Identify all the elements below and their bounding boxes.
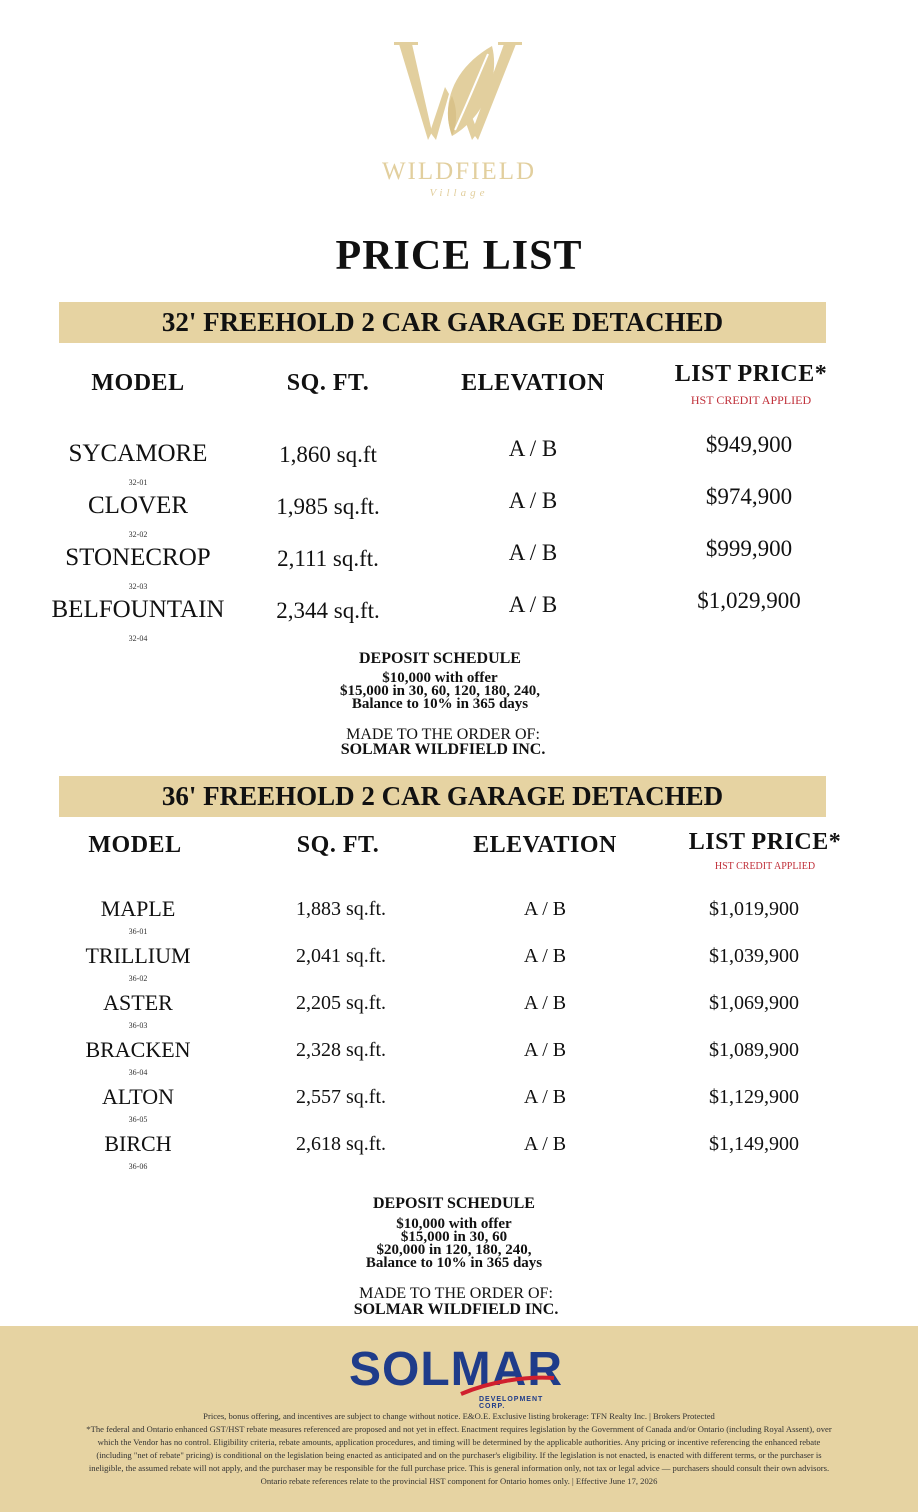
model-code: 36-03 xyxy=(128,1021,148,1030)
model-price: $1,029,900 xyxy=(697,588,801,613)
section1-deposit-lines xyxy=(0,672,880,711)
deposit-line: $10,000 with offer xyxy=(382,670,498,686)
section1-title: 32' FREEHOLD 2 CAR GARAGE DETACHED xyxy=(59,302,826,343)
section1-order-name: SOLMAR WILDFIELD INC. xyxy=(340,741,546,758)
section2-deposit-title: DEPOSIT SCHEDULE xyxy=(373,1195,535,1212)
solmar-logo xyxy=(349,1342,569,1410)
model-code: 32-03 xyxy=(128,582,148,591)
section2-hst-note: HST CREDIT APPLIED xyxy=(714,861,816,872)
section2-deposit-lines xyxy=(0,1218,908,1270)
section2-order-label: MADE TO THE ORDER OF: xyxy=(359,1285,553,1302)
model-name: SYCAMORE xyxy=(68,440,208,467)
wildfield-w-mark-icon xyxy=(0,32,918,157)
section2-header-price: LIST PRICE* xyxy=(688,829,842,855)
model-code: 36-06 xyxy=(128,1162,148,1171)
model-name: ASTER xyxy=(103,990,173,1015)
model-sqft: 2,618 sq.ft. xyxy=(296,1133,386,1155)
model-name: ALTON xyxy=(101,1084,175,1109)
model-code: 36-02 xyxy=(128,974,148,983)
section1-header-model: MODEL xyxy=(91,370,185,396)
model-price: $1,039,900 xyxy=(709,945,799,967)
brand-name: WILDFIELD xyxy=(381,158,537,185)
model-price: $1,089,900 xyxy=(709,1039,799,1061)
model-code: 36-04 xyxy=(128,1068,148,1077)
model-elevation: A / B xyxy=(523,1039,567,1061)
page-title: PRICE LIST xyxy=(335,233,583,279)
model-elevation: A / B xyxy=(523,898,567,920)
legal-line: Prices, bonus offering, and incentives are subject to change without notice. E&O.E. Exclusive listing brokerage: TFN Realty Inc. | Brokers Protected xyxy=(203,1411,715,1421)
model-code: 36-01 xyxy=(128,927,148,936)
model-name: STONECROP xyxy=(65,544,211,571)
solmar-swoosh-icon xyxy=(349,1342,569,1402)
section1-header-elevation: ELEVATION xyxy=(461,370,605,396)
model-name: MAPLE xyxy=(100,896,176,921)
model-elevation: A / B xyxy=(508,592,558,617)
model-elevation: A / B xyxy=(523,1133,567,1155)
model-price: $999,900 xyxy=(705,536,793,561)
section2-header-elevation: ELEVATION xyxy=(473,832,617,858)
legal-line: *The federal and Ontario enhanced GST/HST rebate measures referenced are proposed and not yet in effect. Enactment requires legislation by the Government of Canada and/or Ontario (including Royal Assent), over xyxy=(86,1424,832,1434)
footer xyxy=(0,1326,918,1512)
model-code: 36-05 xyxy=(128,1115,148,1124)
section2-header-model: MODEL xyxy=(88,832,182,858)
deposit-line: Balance to 10% in 365 days xyxy=(351,696,529,712)
section1-order-label: MADE TO THE ORDER OF: xyxy=(346,726,540,743)
solmar-logo-text: SOLMAR xyxy=(349,1343,563,1396)
model-sqft: 2,041 sq.ft. xyxy=(296,945,386,967)
section1-hst-note: HST CREDIT APPLIED xyxy=(690,393,812,407)
model-price: $949,900 xyxy=(705,432,793,457)
model-sqft: 1,860 sq.ft xyxy=(279,442,377,467)
model-sqft: 1,985 sq.ft. xyxy=(276,494,380,519)
model-name: TRILLIUM xyxy=(85,943,191,968)
legal-line: Ontario rebate references relate to the provincial HST component for Ontario homes only. | Effective June 17, 2026 xyxy=(260,1476,658,1486)
model-elevation: A / B xyxy=(523,1086,567,1108)
deposit-line: Balance to 10% in 365 days xyxy=(365,1255,543,1271)
model-price: $1,129,900 xyxy=(709,1086,799,1108)
section1-header-price: LIST PRICE* xyxy=(674,361,828,387)
wildfield-logo xyxy=(0,32,918,162)
model-price: $1,019,900 xyxy=(709,898,799,920)
model-sqft: 2,557 sq.ft. xyxy=(296,1086,386,1108)
model-sqft: 2,111 sq.ft. xyxy=(277,546,379,571)
deposit-line: $10,000 with offer xyxy=(396,1216,512,1232)
model-code: 32-02 xyxy=(128,530,148,539)
model-elevation: A / B xyxy=(508,540,558,565)
model-elevation: A / B xyxy=(523,945,567,967)
model-sqft: 2,328 sq.ft. xyxy=(296,1039,386,1061)
deposit-line: $20,000 in 120, 180, 240, xyxy=(376,1242,532,1258)
section2-header-sqft: SQ. FT. xyxy=(296,832,380,858)
model-name: BIRCH xyxy=(104,1131,172,1156)
section1-deposit-title: DEPOSIT SCHEDULE xyxy=(359,650,521,667)
model-price: $1,149,900 xyxy=(709,1133,799,1155)
model-name: BRACKEN xyxy=(85,1037,191,1062)
model-elevation: A / B xyxy=(508,436,558,461)
solmar-logo-sub: DEVELOPMENT CORP. xyxy=(479,1396,544,1410)
model-price: $974,900 xyxy=(705,484,793,509)
legal-line: ineligible, the assumed rebate will not apply, and the purchaser may be responsible for the full purchase price. This is general information only, not tax or legal advice — purchasers should consult their own advisors. xyxy=(88,1463,830,1473)
model-name: BELFOUNTAIN xyxy=(51,596,225,623)
deposit-line: $15,000 in 30, 60 xyxy=(400,1229,508,1245)
model-sqft: 1,883 sq.ft. xyxy=(296,898,386,920)
deposit-line: $15,000 in 30, 60, 120, 180, 240, xyxy=(339,683,540,699)
section2-title: 36' FREEHOLD 2 CAR GARAGE DETACHED xyxy=(59,776,826,817)
model-sqft: 2,344 sq.ft. xyxy=(276,598,380,623)
legal-line: (including "net of rebate" pricing) is conditional on the legislation being enacted as anticipated and on the purchaser's eligibility. If the legislation is not enacted, is enacted with different terms, or the purchaser is xyxy=(96,1450,822,1460)
legal-disclaimer xyxy=(0,1410,918,1488)
model-code: 32-01 xyxy=(128,478,148,487)
model-elevation: A / B xyxy=(508,488,558,513)
model-price: $1,069,900 xyxy=(709,992,799,1014)
model-sqft: 2,205 sq.ft. xyxy=(296,992,386,1014)
model-name: CLOVER xyxy=(88,492,188,519)
legal-line: which the Vendor has no control. Eligibility criteria, rebate amounts, application procedures, and timing will be determined by the applicable authorities. Any pricing or incentive referencing the enhanced rebate xyxy=(97,1437,821,1447)
brand-subtitle: Village xyxy=(429,187,489,199)
model-elevation: A / B xyxy=(523,992,567,1014)
model-code: 32-04 xyxy=(128,634,148,643)
section2-order-name: SOLMAR WILDFIELD INC. xyxy=(353,1301,559,1318)
section1-header-sqft: SQ. FT. xyxy=(286,370,370,396)
